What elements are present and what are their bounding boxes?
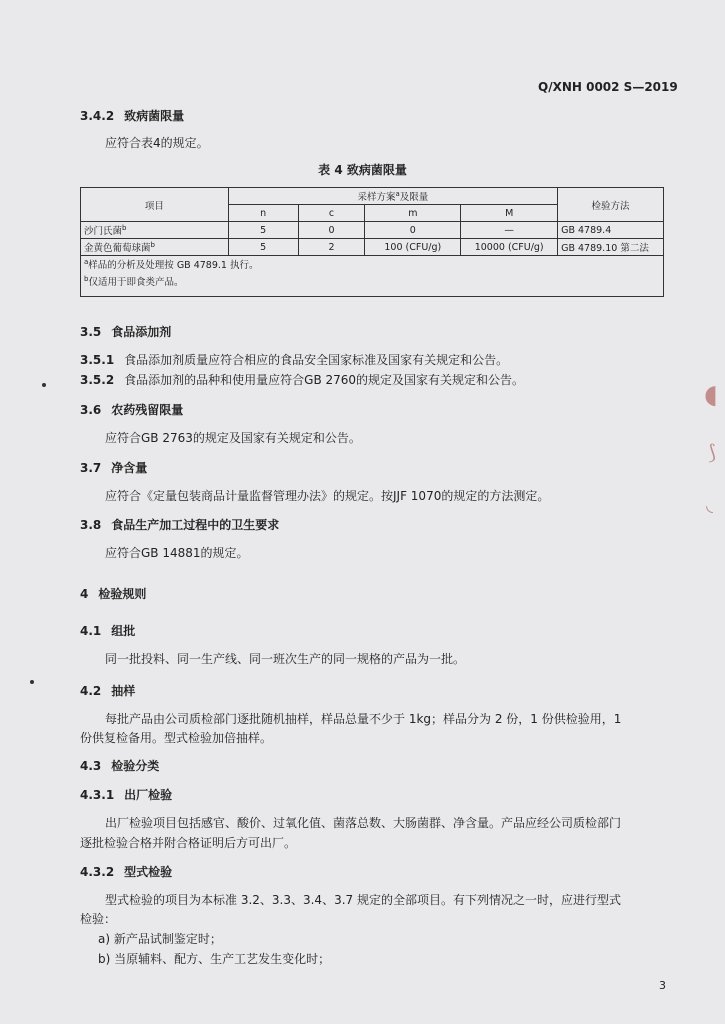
table-note-a: $^a$样品的分析及处理按 GB 4789.1 执行。	[81, 256, 664, 273]
seal-stamp-fragment: ◖	[704, 380, 718, 410]
row-method: GB 4789.10 第二法	[558, 239, 664, 256]
section-4-3-1-heading: 4.3.1 出厂检验	[80, 788, 173, 802]
section-3-4-2-heading	[80, 107, 184, 124]
header-sampling-plan: 采样方案$^a$及限量	[228, 188, 557, 205]
section-4-1-text: 同一批投料、同一生产线、同一班次生产的同一规格的产品为一批。	[105, 652, 466, 666]
row-m: 0	[365, 222, 461, 239]
row-n: 5	[228, 239, 298, 256]
section-number: 3.4.2	[80, 109, 115, 123]
section-4-3-2-text-line1: 型式检验的项目为本标准 3.2、3.3、3.4、3.7 规定的全部项目。有下列情况之一时，应进行型式	[105, 893, 621, 907]
section-4-3-1-text-line2: 逐批检验合格并附合格证明后方可出厂。	[80, 836, 297, 850]
section-3-4-2-text: 应符合表4的规定。	[105, 136, 209, 150]
table-row	[81, 222, 664, 239]
header-m: m	[365, 205, 461, 222]
row-M: 10000 (CFU/g)	[461, 239, 558, 256]
scan-dot	[30, 680, 34, 684]
section-3-8-heading: 3.8 食品生产加工过程中的卫生要求	[80, 518, 280, 532]
row-c: 0	[298, 222, 365, 239]
section-3-5-2-text: 3.5.2 食品添加剂的品种和使用量应符合GB 2760的规定及国家有关规定和公告。	[80, 373, 525, 387]
section-4-2-text-line1: 每批产品由公司质检部门逐批随机抽样，样品总量不少于 1kg；样品分为 2 份，1 份供检验用，1	[105, 712, 622, 726]
header-n: n	[228, 205, 298, 222]
row-c: 2	[298, 239, 365, 256]
table-row	[81, 239, 664, 256]
section-3-7-text: 应符合《定量包装商品计量监督管理办法》的规定。按JJF 1070的规定的方法测定。	[105, 489, 550, 503]
section-4-3-heading: 4.3 检验分类	[80, 759, 160, 773]
list-item-a: a) 新产品试制鉴定时；	[98, 932, 222, 946]
section-3-5-heading: 3.5 食品添加剂	[80, 325, 172, 339]
row-m: 100 (CFU/g)	[365, 239, 461, 256]
header-c: c	[298, 205, 365, 222]
list-item-b: b) 当原辅料、配方、生产工艺发生变化时；	[98, 952, 331, 966]
standard-number-header: Q/XNH 0002 S—2019	[538, 80, 678, 94]
section-3-6-heading: 3.6 农药残留限量	[80, 403, 184, 417]
page-number: 3	[659, 979, 666, 992]
seal-stamp-fragment: ⟆	[708, 440, 716, 464]
row-M: —	[461, 222, 558, 239]
section-4-3-1-text-line1: 出厂检验项目包括感官、酸价、过氧化值、菌落总数、大肠菌群、净含量。产品应经公司质检部门	[105, 816, 622, 830]
seal-stamp-fragment: ◟	[706, 495, 713, 516]
header-test-method: 检验方法	[558, 188, 664, 222]
section-4-2-text-line2: 份供复检备用。型式检验加倍抽样。	[80, 731, 273, 745]
row-item: 沙门氏菌$^b$	[81, 222, 229, 239]
header-item: 项目	[81, 188, 229, 222]
scan-dot	[42, 383, 46, 387]
pathogen-limit-table	[80, 187, 664, 297]
row-item: 金黄色葡萄球菌$^b$	[81, 239, 229, 256]
header-M: M	[461, 205, 558, 222]
table-4-caption: 表 4 致病菌限量	[318, 163, 407, 177]
section-4-heading: 4 检验规则	[80, 587, 147, 601]
row-n: 5	[228, 222, 298, 239]
section-4-3-2-text-line2: 检验：	[80, 912, 117, 926]
section-4-2-heading: 4.2 抽样	[80, 684, 136, 698]
section-3-6-text: 应符合GB 2763的规定及国家有关规定和公告。	[105, 431, 361, 445]
row-method: GB 4789.4	[558, 222, 664, 239]
section-3-8-text: 应符合GB 14881的规定。	[105, 546, 249, 560]
section-3-5-1-text: 3.5.1 食品添加剂质量应符合相应的食品安全国家标准及国家有关规定和公告。	[80, 353, 509, 367]
section-4-1-heading: 4.1 组批	[80, 624, 136, 638]
section-4-3-2-heading: 4.3.2 型式检验	[80, 865, 173, 879]
section-title: 致病菌限量	[124, 109, 185, 123]
table-note-b: $^b$仅适用于即食类产品。	[81, 272, 664, 297]
section-3-7-heading: 3.7 净含量	[80, 461, 148, 475]
